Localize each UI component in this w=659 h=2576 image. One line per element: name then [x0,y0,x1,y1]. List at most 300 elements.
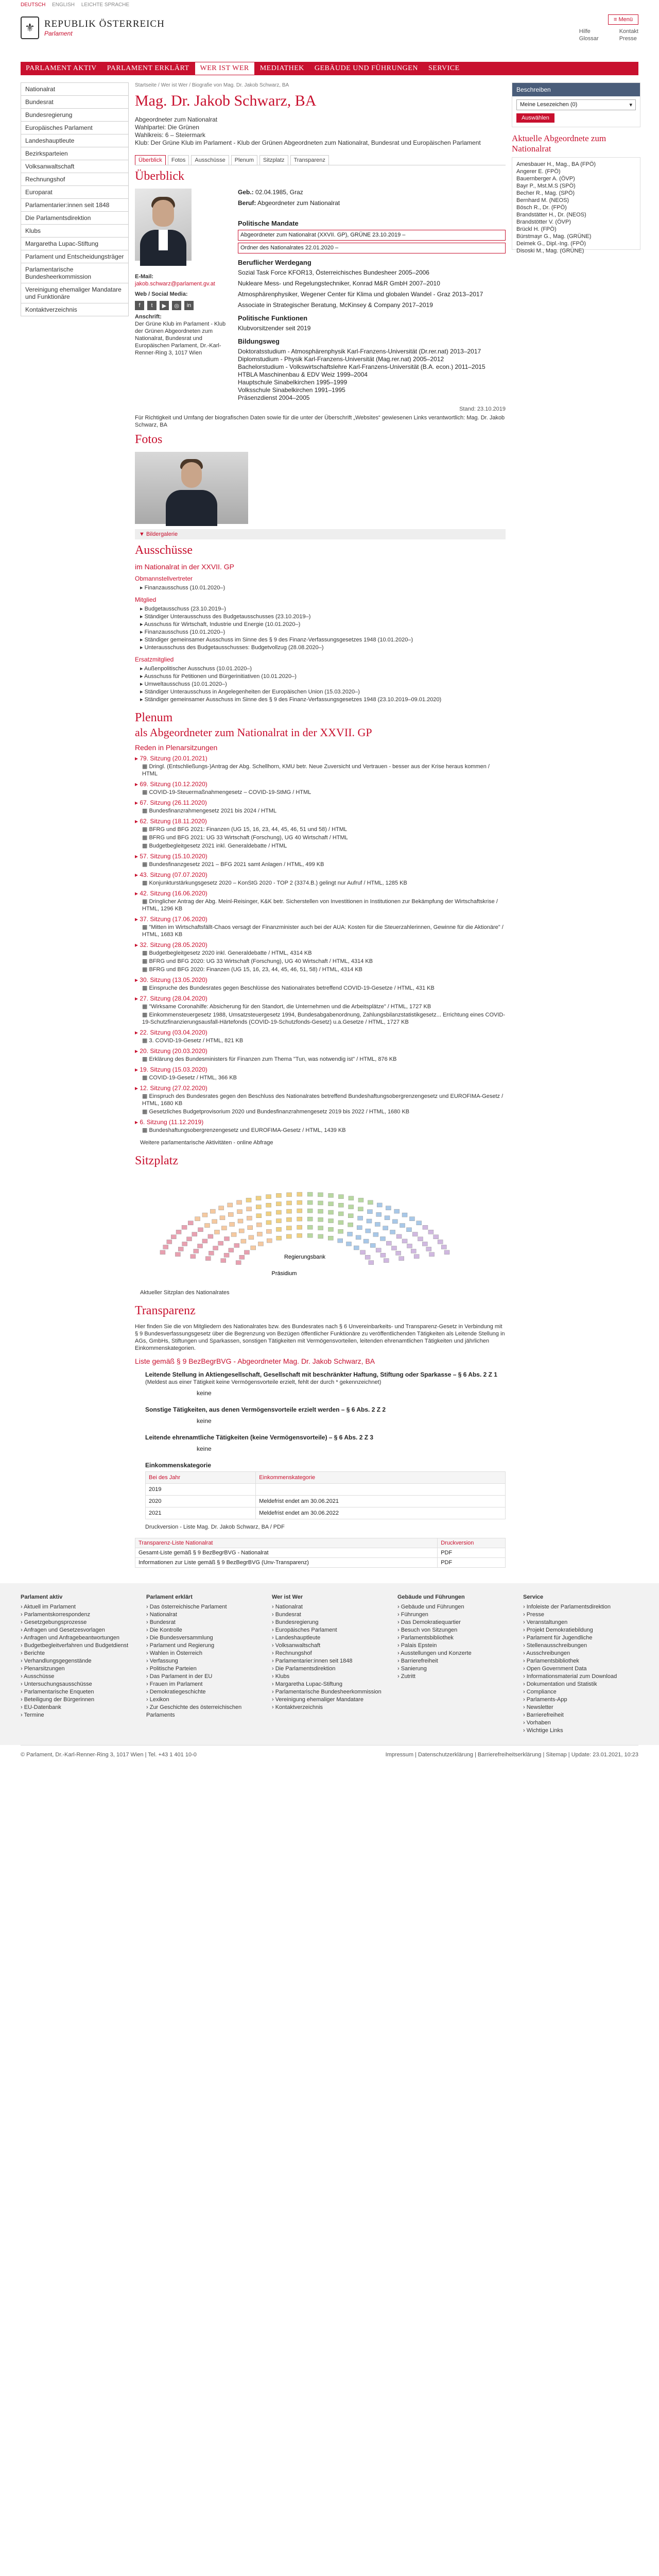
seat[interactable] [209,1251,214,1255]
seat[interactable] [198,1228,203,1232]
seat[interactable] [176,1230,181,1234]
mp-list-item[interactable]: Deimek G., Dipl.-Ing. (FPÖ) [516,241,586,247]
seat[interactable] [394,1209,400,1213]
session-speech[interactable]: ▦ BFRG und BFG 2020: UG 33 Wirtschaft (Forschung), UG 40 Wirtschaft / HTML, 4314 KB [142,958,373,964]
seat[interactable] [318,1226,323,1230]
seat[interactable] [182,1225,187,1229]
seat[interactable] [384,1259,389,1263]
mp-list-item[interactable]: Brückl H. (FPÖ) [516,226,557,232]
seat[interactable] [218,1241,223,1245]
seat[interactable] [399,1257,404,1261]
seat[interactable] [349,1196,354,1200]
seat[interactable] [237,1200,242,1205]
session-heading[interactable]: ▸ 20. Sitzung (20.03.2020) [135,1047,207,1055]
footer-link[interactable]: › Palais Epstein [397,1642,437,1649]
tab-overview[interactable]: Überblick [135,155,166,165]
seat[interactable] [307,1225,313,1229]
session-heading[interactable]: ▸ 32. Sitzung (28.05.2020) [135,941,207,948]
seat[interactable] [194,1249,199,1253]
seat[interactable] [346,1242,352,1246]
seat[interactable] [428,1230,433,1234]
transparency-list-heading[interactable]: Liste gemäß § 9 BezBegrBVG - Abgeordneter Mag. Dr. Jakob Schwarz, BA [135,1357,375,1365]
seat[interactable] [358,1198,363,1202]
session-heading[interactable]: ▸ 57. Sitzung (15.10.2020) [135,853,207,860]
seat[interactable] [224,1253,229,1257]
seat[interactable] [338,1239,343,1243]
footer-link[interactable]: › Ausschüsse [21,1673,55,1680]
seat[interactable] [287,1193,292,1197]
footer-link[interactable]: › Termine [21,1712,44,1718]
seat[interactable] [417,1221,422,1225]
seat[interactable] [360,1250,366,1255]
committee-item[interactable]: ▸ Umweltausschuss (10.01.2020–) [140,681,227,687]
footer-link[interactable]: › Das Demokratiequartier [397,1619,461,1625]
facebook-icon[interactable]: f [135,301,144,310]
sidebar-item[interactable]: Bundesrat [21,96,129,109]
footer-link[interactable]: › Nationalrat [272,1604,303,1610]
footer-link[interactable]: › Europäisches Parlament [272,1627,337,1633]
seat[interactable] [411,1249,416,1253]
seat[interactable] [178,1247,183,1251]
seat[interactable] [163,1245,168,1249]
footer-link[interactable]: › Sanierung [397,1666,427,1672]
seat[interactable] [426,1247,431,1251]
seat[interactable] [338,1203,343,1207]
seat[interactable] [367,1219,372,1223]
seat-plan-link[interactable]: Aktueller Sitzplan des Nationalrates [140,1290,230,1296]
nav-mediathek[interactable]: MEDIATHEK [259,64,304,72]
seat[interactable] [213,1246,218,1250]
seat[interactable] [297,1217,302,1221]
committee-item[interactable]: ▸ Unterausschuss des Budgetausschusses: Budgetvollzug (28.08.2020–) [140,645,324,651]
seat[interactable] [204,1224,210,1228]
seat[interactable] [328,1219,334,1223]
mp-list-item[interactable]: Bürstmayr G., Mag. (GRÜNE) [516,233,592,240]
sidebar-item[interactable]: Kontaktverzeichnis [21,303,129,316]
sidebar-item[interactable]: Landeshauptleute [21,134,129,147]
committee-item[interactable]: ▸ Finanzausschuss (10.01.2020–) [140,585,226,591]
sidebar-item[interactable]: Europarat [21,186,129,199]
seat[interactable] [357,1226,362,1230]
menu-button[interactable]: ≡ Menü [608,14,638,25]
seat[interactable] [297,1192,302,1196]
footer-link[interactable]: › Zutritt [397,1673,415,1680]
session-speech[interactable]: ▦ Gesetzliches Budgetprovisorium 2020 und Bundesfinanzrahmengesetz 2019 bis 2022 / HTML, 1680 KB [142,1109,410,1115]
seat[interactable] [396,1234,402,1239]
nav-wer-ist-wer[interactable]: WER IST WER [195,62,255,75]
help-link[interactable]: Hilfe [579,28,591,35]
session-speech[interactable]: ▦ Konjunkturstärkungsgesetz 2020 – KonStG 2020 - TOP 2 (3374.B.) gelingt nur Aufruf / HTML, 1285 KB [142,880,407,886]
seat[interactable] [266,1229,271,1233]
footer-link[interactable]: › EU-Datenbank [21,1704,61,1710]
seat[interactable] [239,1229,244,1233]
footer-link[interactable]: › Parlament für Jugendliche [523,1635,593,1641]
session-heading[interactable]: ▸ 12. Sitzung (27.02.2020) [135,1084,207,1092]
seat[interactable] [328,1210,334,1214]
seat[interactable] [160,1250,165,1255]
footer-link[interactable]: › Gesetzgebungsprozesse [21,1619,87,1625]
footer-link[interactable]: › Dokumentation und Statistik [523,1681,597,1687]
session-speech[interactable]: ▦ BFRG und BFG 2021: Finanzen (UG 15, 16, 23, 44, 45, 46, 51 und 58) / HTML [142,826,348,833]
instagram-icon[interactable]: ◎ [172,301,181,310]
seat[interactable] [249,1235,254,1240]
seat[interactable] [380,1236,385,1241]
seat[interactable] [407,1228,412,1232]
speeches-heading[interactable]: Reden in Plenarsitzungen [135,743,218,752]
footer-link[interactable]: › Parlamentarische Enqueten [21,1689,94,1695]
seat[interactable] [396,1251,401,1255]
seat[interactable] [190,1255,196,1259]
session-speech[interactable]: ▦ Einkommensteuergesetz 1988, Umsatzsteuergesetz 1994, Bundesabgabenordnung, Zahlungsbilanzstatistikgesetz... Errichtung eines COVID-19-Schutzfinanzierungsausfall-Härtefonds (COVID-19-Schutzfonds-Gesetz) u.a.Gesetze / HTML, 1727 KB [142,1012,506,1025]
seat[interactable] [414,1255,419,1259]
seat[interactable] [256,1205,261,1209]
seat[interactable] [328,1193,334,1197]
session-speech[interactable]: ▦ Bundeshaftungsobergrenzengesetz und EUROFIMA-Gesetz / HTML, 1439 KB [142,1127,346,1133]
seat[interactable] [423,1225,428,1229]
footer-link[interactable]: › Parlament und Regierung [146,1642,215,1649]
footer-link[interactable]: › Vorhaben [523,1720,551,1726]
seat[interactable] [328,1227,333,1231]
table-cell[interactable]: Informationen zur Liste gemäß § 9 BezBegrBVG (Unv-Transparenz) [135,1558,438,1568]
seat[interactable] [328,1202,334,1206]
sidebar-item[interactable]: Volksanwaltschaft [21,160,129,173]
seat[interactable] [358,1216,363,1220]
linkedin-icon[interactable]: in [184,301,194,310]
seat[interactable] [220,1216,225,1220]
sidebar-item[interactable]: Parlamentarische Bundesheerkommission [21,263,129,283]
session-speech[interactable]: ▦ Dringlicher Antrag der Abg. Meinl-Reisinger, K&K betr. Sicherstellen von Investitionen in Institutionen zur Bekämpfung der Wirtschaftskrise / HTML, 1296 KB [142,899,498,912]
footer-link[interactable]: › Aktuell im Parlament [21,1604,76,1610]
seat[interactable] [167,1240,172,1244]
committee-item[interactable]: ▸ Finanzausschuss (10.01.2020–) [140,629,226,635]
seat[interactable] [287,1201,292,1205]
seat[interactable] [444,1250,449,1255]
footer-link[interactable]: › Veranstaltungen [523,1619,568,1625]
seat[interactable] [392,1219,397,1224]
seat[interactable] [370,1243,375,1247]
mp-list-item[interactable]: Bayr P., Mst.M.S (SPÖ) [516,183,576,189]
session-speech[interactable]: ▦ BFRG und BFG 2021: UG 33 Wirtschaft (Forschung), UG 40 Wirtschaft / HTML [142,835,348,841]
seat[interactable] [208,1234,213,1239]
seat[interactable] [202,1239,207,1243]
seat[interactable] [247,1216,252,1220]
footer-link[interactable]: › Parlamentsbibliothek [397,1635,454,1641]
seat[interactable] [418,1237,423,1241]
seat[interactable] [230,1222,235,1226]
footer-link[interactable]: › Newsletter [523,1704,553,1710]
seat[interactable] [187,1237,192,1241]
footer-link[interactable]: › Berichte [21,1650,45,1656]
sidebar-item[interactable]: Nationalrat [21,82,129,96]
mp-list-item[interactable]: Bernhard M. (NEOS) [516,197,569,204]
footer-link[interactable]: › Demokratiegeschichte [146,1689,206,1695]
table-cell[interactable]: Gesamt-Liste gemäß § 9 BezBegrBVG - Nationalrat [135,1548,438,1558]
sidebar-item[interactable]: Margaretha Lupac-Stiftung [21,238,129,250]
seat[interactable] [286,1217,291,1222]
seat[interactable] [318,1201,323,1205]
footer-link[interactable]: › Die Bundesversammlung [146,1635,213,1641]
seat[interactable] [276,1210,281,1214]
logo[interactable] [21,16,638,39]
seat[interactable] [266,1212,271,1216]
seat[interactable] [441,1245,446,1249]
footer-link[interactable]: › Verfassung [146,1658,178,1664]
mp-list-item[interactable]: Becher R., Mag. (SPÖ) [516,190,575,196]
seat[interactable] [369,1261,374,1265]
sidebar-item[interactable]: Bundesregierung [21,109,129,122]
session-heading[interactable]: ▸ 6. Sitzung (11.12.2019) [135,1118,204,1126]
seat[interactable] [229,1248,234,1252]
seat[interactable] [409,1217,414,1221]
committee-item[interactable]: ▸ Ausschuss für Petitionen und Bürgerinitiativen (10.01.2020–) [140,673,297,680]
footer-link[interactable]: › Margaretha Lupac-Stiftung [272,1681,342,1687]
mp-list-item[interactable]: Amesbauer H., Mag., BA (FPÖ) [516,161,596,167]
seat[interactable] [338,1195,343,1199]
footer-link[interactable]: › Stellenausschreibungen [523,1642,587,1649]
bookmarks-select[interactable] [516,99,636,110]
footer-link[interactable]: › Infoleiste der Parlamentsdirektion [523,1604,611,1610]
seat[interactable] [438,1240,443,1244]
seat[interactable] [192,1232,197,1236]
committee-item[interactable]: ▸ Ständiger gemeinsamer Ausschuss im Sinne des § 9 des Finanz-Verfassungsgesetzes 1948 (23.10.2019–09.01.2020) [140,697,442,703]
sidebar-item[interactable]: Klubs [21,225,129,238]
footer-link[interactable]: › Wichtige Links [523,1727,563,1734]
footer-link[interactable]: › Bundesrat [272,1612,301,1618]
footer-link[interactable]: › Compliance [523,1689,557,1695]
tab-plenum[interactable]: Plenum [231,155,257,165]
seat[interactable] [386,1206,391,1210]
footer-link[interactable]: › Frauen im Parlament [146,1681,203,1687]
nav-parlament-erklaert[interactable]: PARLAMENT ERKLÄRT [107,64,189,72]
seat[interactable] [236,1261,241,1265]
footer-link[interactable]: › Anfragen und Anfragebeantwortungen [21,1635,120,1641]
seat[interactable] [373,1232,378,1236]
seat[interactable] [356,1235,361,1240]
seat[interactable] [307,1209,313,1213]
seat[interactable] [297,1225,302,1229]
sidebar-item[interactable]: Die Parlamentsdirektion [21,212,129,225]
seat[interactable] [276,1219,281,1223]
seat[interactable] [354,1246,359,1250]
seat[interactable] [195,1217,200,1221]
session-heading[interactable]: ▸ 30. Sitzung (13.05.2020) [135,976,207,984]
seat[interactable] [348,1214,353,1218]
seat[interactable] [171,1235,176,1239]
session-speech[interactable]: ▦ COVID-19-Steuermaßnahmengesetz – COVID-19-StMG / HTML [142,789,311,795]
seat[interactable] [256,1214,262,1218]
seat[interactable] [286,1234,291,1239]
seat[interactable] [307,1233,313,1238]
footer-link[interactable]: › Landeshauptleute [272,1635,321,1641]
footer-link[interactable]: › Das Parlament in der EU [146,1673,213,1680]
committee-item[interactable]: ▸ Ausschuss für Wirtschaft, Industrie und Energie (10.01.2020–) [140,621,301,628]
session-heading[interactable]: ▸ 22. Sitzung (03.04.2020) [135,1029,207,1036]
seat[interactable] [237,1210,242,1214]
committee-item[interactable]: ▸ Außenpolitischer Ausschuss (10.01.2020–) [140,666,252,672]
footer-link[interactable]: › Politische Parteien [146,1666,197,1672]
seat[interactable] [365,1255,370,1259]
lang-de[interactable]: DEUTSCH [21,2,46,8]
seat[interactable] [380,1253,386,1257]
session-speech[interactable]: ▦ "Mitten im Wirtschaftsfällt-Chaos versagt der Finanzminister auch bei der AUA: Kosten für die Steuerzahlerinnen, Gewinne für die Aktionäre" / HTML, 1683 KB [142,924,504,938]
seat[interactable] [247,1207,252,1211]
seat[interactable] [276,1227,282,1231]
seat[interactable] [276,1236,282,1240]
nav-gebaeude[interactable]: GEBÄUDE UND FÜHRUNGEN [314,64,418,72]
committee-item[interactable]: ▸ Ständiger Unterausschuss in Angelegenheiten der Europäischen Union (15.03.2020–) [140,689,360,695]
session-heading[interactable]: ▸ 79. Sitzung (20.01.2021) [135,755,207,762]
seat[interactable] [318,1234,323,1239]
mp-list-item[interactable]: Disoski M., Mag. (GRÜNE) [516,248,584,254]
seat[interactable] [266,1203,271,1207]
mp-list-item[interactable]: Angerer E. (FPÖ) [516,168,561,175]
legal-links[interactable]: Impressum | Datenschutzerklärung | Barrierefreiheitserklärung | Sitemap | Update: 23.01.2021, 10:23 [385,1752,638,1758]
footer-link[interactable]: › Kontaktverzeichnis [272,1704,323,1710]
gallery-toggle[interactable]: ▼ Bildergalerie [135,529,506,539]
seat[interactable] [368,1200,373,1205]
footer-link[interactable]: › Besuch von Sitzungen [397,1627,458,1633]
seat[interactable] [407,1244,412,1248]
press-link[interactable]: Presse [619,36,637,42]
footer-link[interactable]: › Barrierefreiheit [523,1712,564,1718]
seat[interactable] [385,1216,390,1220]
sidebar-item[interactable]: Parlament und Entscheidungsträger [21,250,129,263]
footer-link[interactable]: › Beteiligung der Bürgerinnen [21,1697,95,1703]
mp-list-item[interactable]: Bauernberger A. (ÖVP) [516,176,575,182]
footer-link[interactable]: › Verhandlungsgegenstände [21,1658,92,1664]
seat[interactable] [238,1219,243,1223]
seat[interactable] [307,1200,313,1205]
mp-list-item[interactable]: Brandstötter V. (ÖVP) [516,219,571,225]
seat[interactable] [338,1221,343,1225]
footer-link[interactable]: › Das österreichische Parlament [146,1604,227,1610]
footer-link[interactable]: › Bundesregierung [272,1619,319,1625]
session-speech[interactable]: ▦ Bundesfinanzrahmengesetz 2021 bis 2024 / HTML [142,808,277,814]
seat[interactable] [402,1213,407,1217]
seat[interactable] [182,1242,187,1246]
seat[interactable] [391,1246,396,1250]
seat[interactable] [244,1250,249,1255]
seat[interactable] [221,1226,227,1230]
seat[interactable] [402,1239,407,1243]
seat[interactable] [258,1242,263,1246]
seat[interactable] [212,1219,217,1224]
session-heading[interactable]: ▸ 27. Sitzung (28.04.2020) [135,995,207,1002]
seat[interactable] [286,1226,291,1230]
seat[interactable] [400,1224,405,1228]
table-row[interactable] [135,1558,506,1568]
footer-link[interactable]: › Ausschreibungen [523,1650,570,1656]
sidebar-item[interactable]: Europäisches Parlament [21,122,129,134]
footer-link[interactable]: › Budgetbegleitverfahren und Budgetdienst [21,1642,129,1649]
footer-link[interactable]: › Rechnungshof [272,1650,312,1656]
sidebar-item[interactable]: Bezirksparteien [21,147,129,160]
seat[interactable] [256,1223,262,1227]
tab-transparenz[interactable]: Transparenz [290,155,329,165]
session-speech[interactable]: ▦ Budgetbegleitgesetz 2020 inkl. Generaldebatte / HTML, 4314 KB [142,950,312,956]
footer-link[interactable]: › Führungen [397,1612,428,1618]
seat[interactable] [386,1241,391,1245]
session-heading[interactable]: ▸ 67. Sitzung (26.11.2020) [135,799,207,806]
twitter-icon[interactable]: t [147,301,157,310]
tab-fotos[interactable]: Fotos [168,155,189,165]
tab-sitzplatz[interactable]: Sitzplatz [259,155,288,165]
seat[interactable] [234,1243,239,1247]
table-cell[interactable]: PDF [438,1558,506,1568]
youtube-icon[interactable]: ▶ [160,301,169,310]
seat[interactable] [307,1192,313,1196]
committee-item[interactable]: ▸ Ständiger Unterausschuss des Budgetausschusses (23.10.2019–) [140,614,311,620]
seat[interactable] [348,1232,353,1236]
session-speech[interactable]: ▦ COVID-19-Gesetz / HTML, 366 KB [142,1075,237,1081]
footer-link[interactable]: › Plenarsitzungen [21,1666,65,1672]
seat[interactable] [202,1213,207,1217]
seat[interactable] [267,1239,272,1243]
sidebar-item[interactable]: Rechnungshof [21,173,129,186]
session-heading[interactable]: ▸ 69. Sitzung (10.12.2020) [135,781,207,788]
seat[interactable] [276,1202,281,1206]
session-speech[interactable]: ▦ BFRG und BFG 2020: Finanzen (UG 15, 16, 23, 44, 45, 46, 51, 58) / HTML, 4314 KB [142,967,363,973]
seat[interactable] [241,1239,246,1243]
seat[interactable] [318,1209,323,1213]
session-heading[interactable]: ▸ 42. Sitzung (16.06.2020) [135,890,207,897]
mp-list-item[interactable]: Bösch R., Dr. (FPÖ) [516,205,567,211]
session-speech[interactable]: ▦ Einspruche des Bundesrates gegen Beschlüsse des Nationalrates betreffend COVID-19-Gesetze / HTML, 431 KB [142,985,435,991]
table-row[interactable] [135,1548,506,1558]
seat[interactable] [307,1217,313,1221]
footer-link[interactable]: › Gebäude und Führungen [397,1604,464,1610]
footer-link[interactable]: › Anfragen und Gesetzesvorlagen [21,1627,105,1633]
more-activities-link[interactable]: Weitere parlamentarische Aktivitäten - online Abfrage [140,1140,273,1146]
seat[interactable] [366,1229,371,1233]
seat[interactable] [363,1239,369,1243]
seat[interactable] [175,1252,180,1257]
session-speech[interactable]: ▦ Budgetbegleitgesetz 2021 inkl. Generaldebatte / HTML [142,843,287,849]
seat[interactable] [412,1232,418,1236]
seat[interactable] [228,1203,233,1207]
seat[interactable] [286,1209,291,1213]
seat[interactable] [390,1230,395,1234]
seat[interactable] [367,1210,372,1214]
nav-service[interactable]: SERVICE [428,64,460,72]
seat[interactable] [188,1221,193,1225]
footer-link[interactable]: › Untersuchungsausschüsse [21,1681,92,1687]
footer-link[interactable]: › Parlamentarische Bundesheerkommission [272,1689,381,1695]
seat[interactable] [198,1244,203,1248]
seat[interactable] [221,1259,226,1263]
seat[interactable] [266,1221,271,1225]
session-speech[interactable]: ▦ Erklärung des Bundesministers für Finanzen zum Thema "Tun, was notwendig ist" / HTML, 876 KB [142,1056,397,1062]
seat[interactable] [318,1217,323,1222]
footer-link[interactable]: › Open Government Data [523,1666,587,1672]
seat[interactable] [248,1226,253,1230]
seat[interactable] [377,1203,382,1207]
session-speech[interactable]: ▦ Bundesfinanzgesetz 2021 – BFG 2021 samt Anlagen / HTML, 499 KB [142,861,324,868]
glossary-link[interactable]: Glossar [579,36,599,42]
footer-link[interactable]: › Presse [523,1612,544,1618]
contact-link[interactable]: Kontakt [619,28,638,35]
footer-link[interactable]: › Wahlen in Österreich [146,1650,203,1656]
seat[interactable] [257,1232,262,1236]
seat[interactable] [224,1236,230,1241]
seat[interactable] [358,1207,363,1211]
gallery-photo[interactable] [135,452,248,524]
seat[interactable] [231,1232,236,1236]
seat[interactable] [205,1257,211,1261]
footer-link[interactable]: › Projekt Demokratiebildung [523,1627,593,1633]
seat[interactable] [256,1196,261,1200]
select-button[interactable]: Auswählen [516,113,554,123]
